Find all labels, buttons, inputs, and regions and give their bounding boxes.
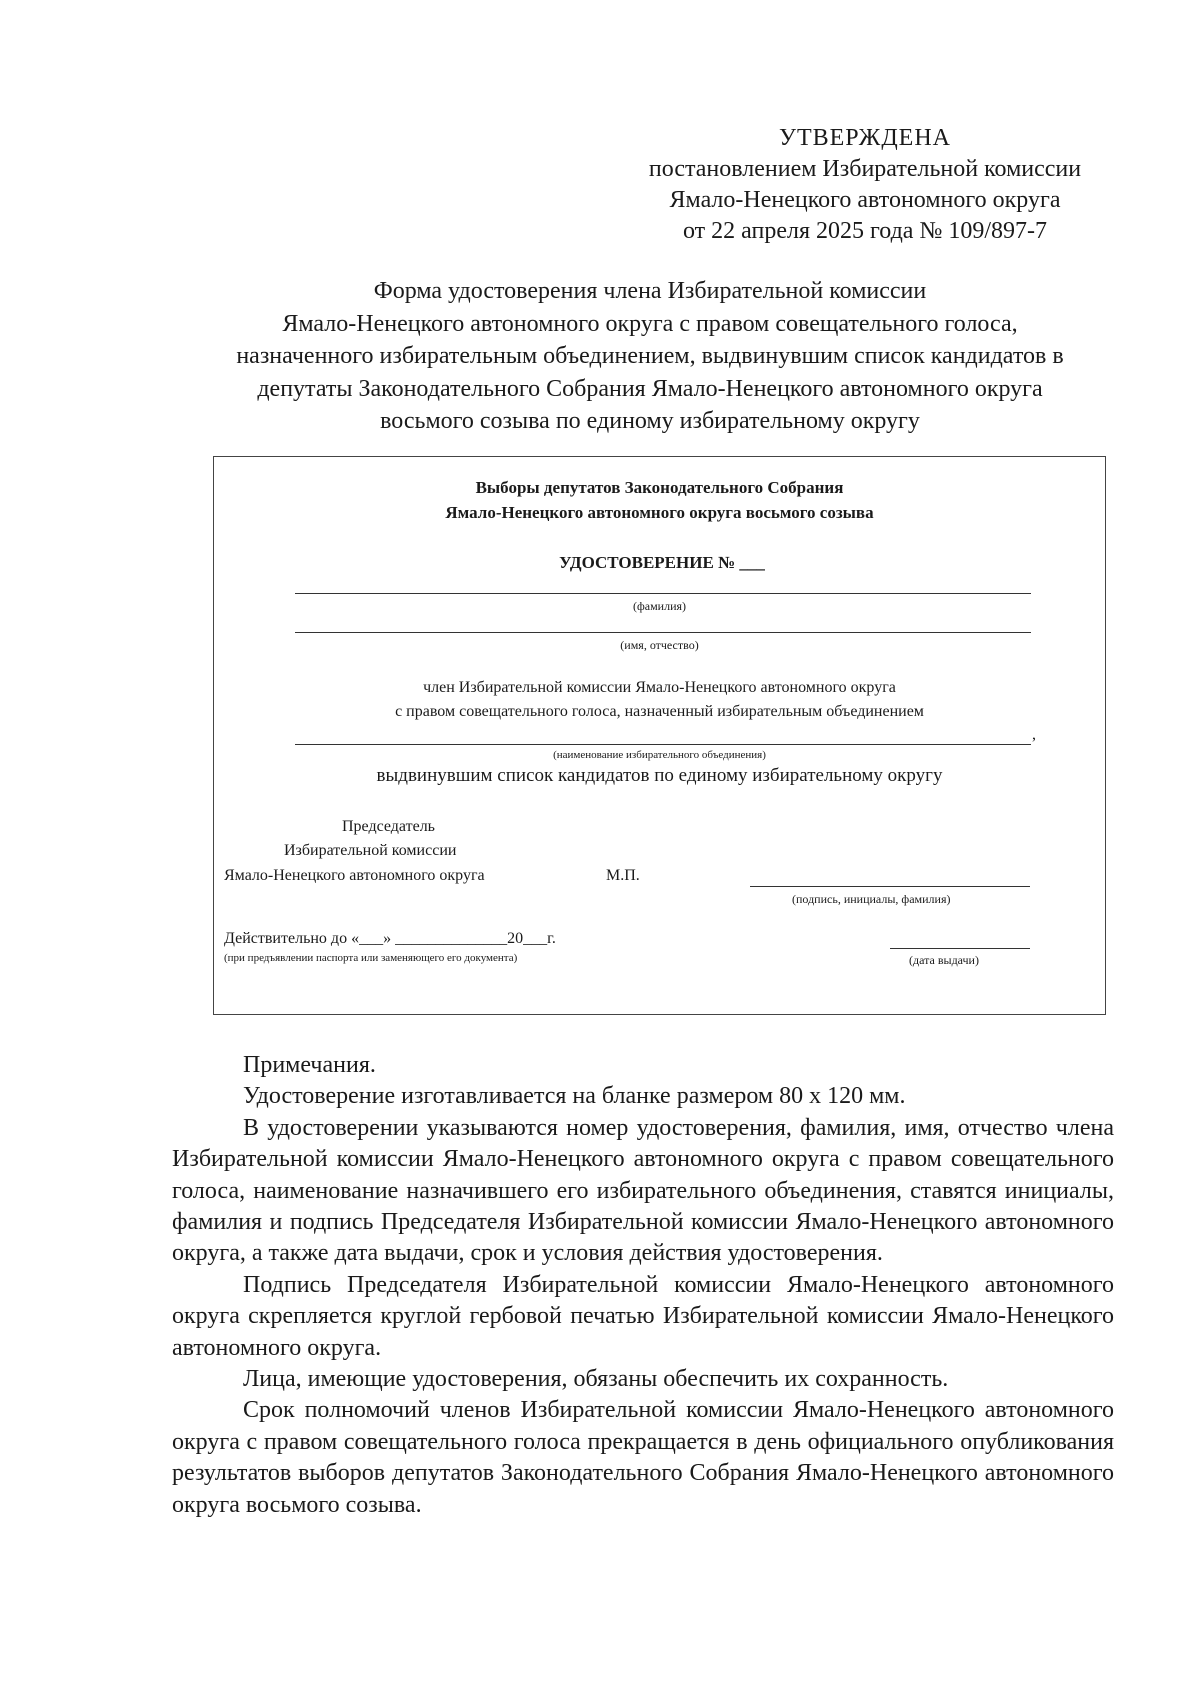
member-text-line1: член Избирательной комиссии Ямало-Ненецкого автономного округа [423,679,896,696]
form-title-line: Ямало-Ненецкого автономного округа с правом совещательного голоса, [282,310,1018,337]
notes-heading: Примечания. [243,1052,376,1078]
chair-title-line2: Избирательной комиссии [284,842,457,859]
organization-comma: , [1032,726,1036,743]
notes-paragraph: Срок полномочий членов Избирательной комиссии Ямало-Ненецкого автономного округа с правом совещательного голоса прекращается в день официального опубликования результатов выборов депутатов Законодательного Собрания Ямало-Ненецкого автономного округа восьмого созыва. [172,1397,1114,1518]
notes-paragraph: В удостоверении указываются номер удостоверения, фамилия, имя, отчество члена Избирательной комиссии Ямало-Ненецкого автономного округа с правом совещательного голоса, наименование назначившего его избирательного объединения, ставятся инициалы, фамилия и подпись Председателя Избирательной комиссии Ямало-Ненецкого автономного округа, а также дата выдачи, срок и условия действия удостоверения. [172,1114,1114,1267]
chair-title-line3: Ямало-Ненецкого автономного округа [224,867,485,884]
form-title-line: восьмого созыва по единому избирательному округу [380,408,920,434]
notes-paragraph: Лица, имеющие удостоверения, обязаны обеспечить их сохранность. [243,1366,949,1393]
issue-date-line[interactable] [890,948,1030,949]
approval-date-number: от 22 апреля 2025 года № 109/897-7 [683,218,1047,244]
form-title-line: назначенного избирательным объединением, выдвинувшим список кандидатов в [236,343,1064,369]
notes-section [172,1050,1114,1521]
name-line[interactable] [295,632,1031,633]
approval-commission: Ямало-Ненецкого автономного округа [669,187,1061,213]
chair-title-line1: Председатель [342,818,435,835]
certificate-heading-line2: Ямало-Ненецкого автономного округа восьмого созыва [445,503,874,522]
certificate-form [213,456,1106,1015]
form-title-line: Форма удостоверения члена Избирательной комиссии [373,278,927,304]
member-text-line2: с правом совещательного голоса, назначенный избирательным объединением [395,703,924,720]
issue-date-caption: (дата выдачи) [909,953,979,967]
notes-paragraph: Подпись Председателя Избирательной комиссии Ямало-Ненецкого автономного округа скрепляется круглой гербовой печатью Избирательной комиссии Ямало-Ненецкого автономного округа. [172,1271,1114,1361]
form-title-line: депутаты Законодательного Собрания Ямало-Ненецкого автономного округа [257,375,1043,402]
valid-until[interactable]: Действительно до «___» ______________20___г. [224,930,556,947]
notes-paragraph: Удостоверение изготавливается на бланке размером 80 х 120 мм. [243,1083,906,1110]
name-caption: (имя, отчество) [620,638,699,652]
approval-title: УТВЕРЖДЕНА [778,125,952,151]
valid-caption: (при предъявлении паспорта или заменяющего его документа) [224,952,518,964]
organization-line[interactable] [295,744,1031,745]
nominated-text: выдвинувшим список кандидатов по единому избирательному округу [376,765,943,786]
certificate-heading-line1: Выборы депутатов Законодательного Собрания [475,478,844,497]
stamp-place: М.П. [606,867,640,884]
approval-block [620,123,1110,247]
signature-line[interactable] [750,886,1030,887]
surname-caption: (фамилия) [632,599,687,613]
certificate-title: УДОСТОВЕРЕНИЕ № ___ [559,553,765,572]
surname-line[interactable] [295,593,1031,594]
approval-resolution: постановлением Избирательной комиссии [648,156,1082,182]
form-title [150,275,1150,438]
organization-caption: (наименование избирательного объединения) [553,749,766,761]
signature-caption: (подпись, инициалы, фамилия) [792,892,951,906]
